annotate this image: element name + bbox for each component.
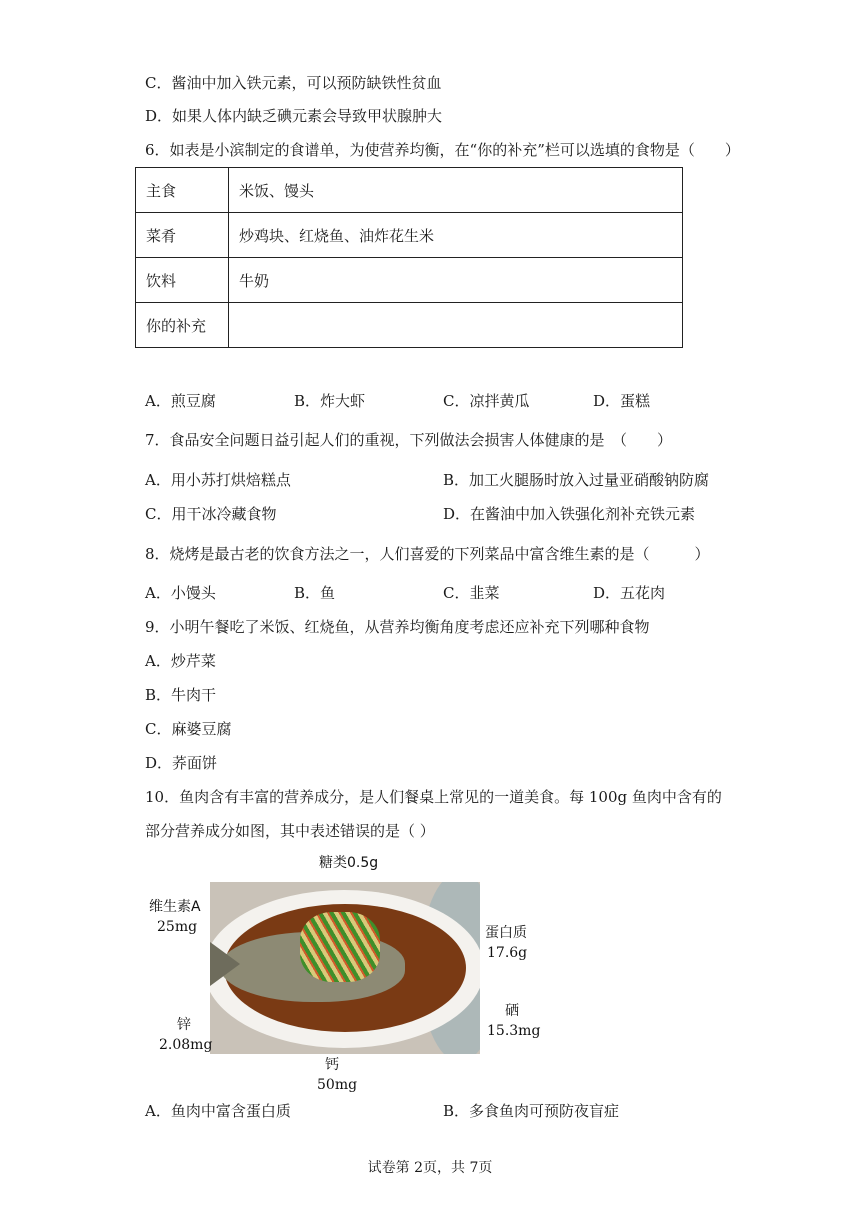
sugar-label: 糖类0.5g	[319, 855, 379, 871]
q9-stem: 9．小明午餐吃了米饭、红烧鱼，从营养均衡角度考虑还应补充下列哪种食物	[145, 618, 650, 636]
table-row	[136, 258, 683, 303]
q5-option-c: C．酱油中加入铁元素，可以预防缺铁性贫血	[145, 74, 442, 92]
garnish-shape	[300, 912, 380, 982]
calcium-label: 钙	[325, 1057, 339, 1073]
q9-option-a: A．炒芹菜	[145, 652, 216, 670]
table-row	[136, 303, 683, 348]
q9-option-d: D．荞面饼	[145, 754, 218, 772]
q7-option-a: A．用小苏打烘焙糕点	[145, 471, 291, 489]
table-cell-value	[229, 303, 683, 348]
fish-photo	[210, 882, 480, 1054]
table-cell-key: 饮料	[136, 258, 229, 303]
menu-table	[135, 167, 683, 348]
page-footer: 试卷第 2页，共 7页	[367, 1160, 493, 1176]
q6-stem: 6．如表是小滨制定的食谱单，为使营养均衡，在“你的补充”栏可以选填的食物是（ ）	[145, 141, 740, 159]
q7-option-d: D．在酱油中加入铁强化剂补充铁元素	[443, 505, 696, 523]
q10-option-b: B．多食鱼肉可预防夜盲症	[443, 1102, 620, 1120]
q8-option-c: C．韭菜	[443, 584, 500, 602]
q7-option-b: B．加工火腿肠时放入过量亚硝酸钠防腐	[443, 471, 710, 489]
table-row	[136, 168, 683, 213]
q6-option-b: B．炸大虾	[294, 392, 366, 410]
selenium-value: 15.3mg	[487, 1023, 541, 1039]
table-cell-key: 主食	[136, 168, 229, 213]
q10-option-a: A．鱼肉中富含蛋白质	[145, 1102, 291, 1120]
table-cell-value: 牛奶	[229, 258, 683, 303]
protein-label: 蛋白质	[485, 925, 527, 941]
q7-stem: 7．食品安全问题日益引起人们的重视，下列做法会损害人体健康的是 （ ）	[145, 431, 673, 449]
q9-option-c: C．麻婆豆腐	[145, 720, 232, 738]
protein-value: 17.6g	[487, 945, 528, 961]
table-row	[136, 213, 683, 258]
table-cell-value: 米饭、馒头	[229, 168, 683, 213]
table-cell-key: 你的补充	[136, 303, 229, 348]
q10-stem-line1: 10．鱼肉含有丰富的营养成分，是人们餐桌上常见的一道美食。每 100g 鱼肉中含有的	[145, 788, 722, 806]
vitamin-a-value: 25mg	[157, 919, 198, 935]
q8-option-b: B．鱼	[294, 584, 336, 602]
q8-option-d: D．五花肉	[593, 584, 666, 602]
zinc-value: 2.08mg	[159, 1037, 213, 1053]
q7-option-c: C．用干冰冷藏食物	[145, 505, 277, 523]
q5-option-d: D．如果人体内缺乏碘元素会导致甲状腺肿大	[145, 107, 443, 125]
q6-option-c: C．凉拌黄瓜	[443, 392, 530, 410]
selenium-label: 硒	[505, 1003, 519, 1019]
vitamin-a-label: 维生素A	[149, 899, 201, 915]
q8-stem: 8．烧烤是最古老的饮食方法之一，人们喜爱的下列菜品中富含维生素的是（ ）	[145, 545, 710, 563]
fish-tail-shape	[210, 942, 240, 986]
q9-option-b: B．牛肉干	[145, 686, 217, 704]
zinc-label: 锌	[177, 1017, 191, 1033]
q6-option-a: A．煎豆腐	[145, 392, 216, 410]
table-cell-value: 炒鸡块、红烧鱼、油炸花生米	[229, 213, 683, 258]
q6-option-d: D．蛋糕	[593, 392, 651, 410]
q8-option-a: A．小馒头	[145, 584, 216, 602]
table-cell-key: 菜肴	[136, 213, 229, 258]
calcium-value: 50mg	[317, 1077, 358, 1093]
q10-stem-line2: 部分营养成分如图，其中表述错误的是（ ）	[145, 822, 435, 840]
nutrition-figure	[145, 850, 545, 1095]
